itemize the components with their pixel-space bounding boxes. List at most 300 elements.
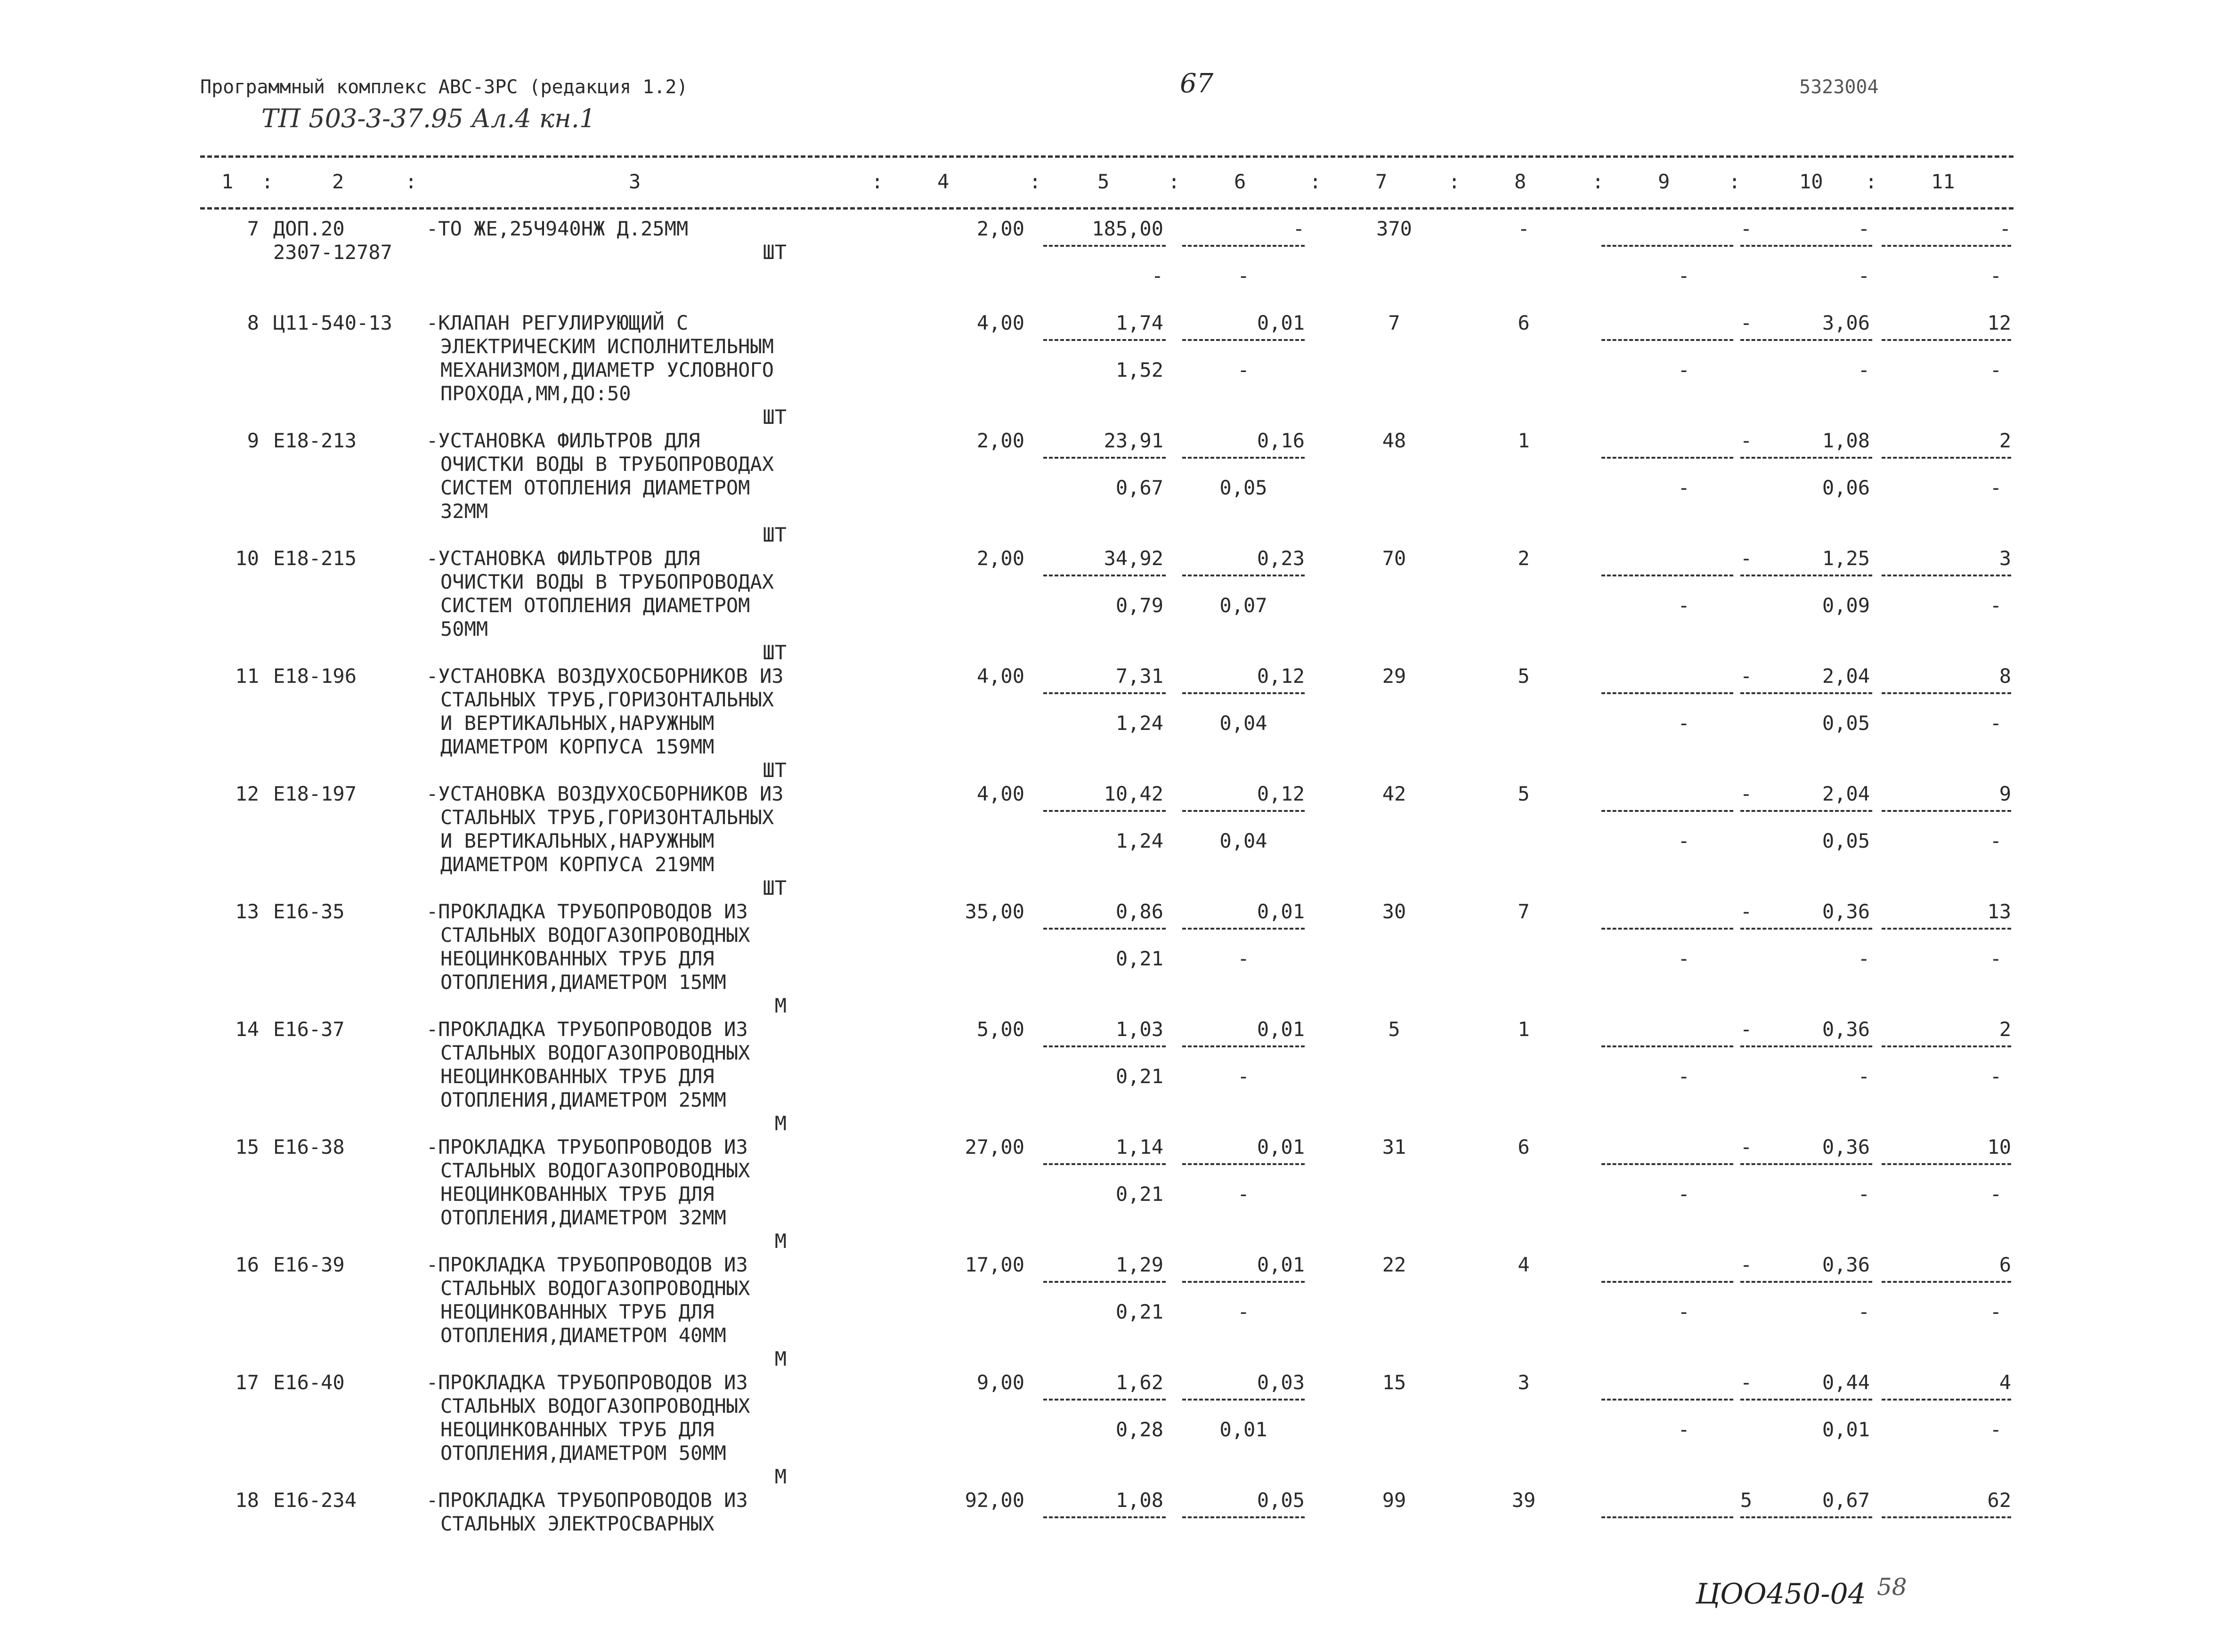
labor-per-unit: 1,08 [1822,429,1870,452]
unit-of-measure: ШТ [763,759,787,782]
column-header-8: 8 [1514,170,1527,193]
total-machines-wages: - [1678,264,1690,287]
unit-of-measure: ШТ [763,641,787,664]
quantity: 35,00 [965,900,1024,923]
unit-cost-machines: 0,16 [1257,429,1305,452]
unit-cost-machines: 0,12 [1257,782,1305,805]
unit-cost-machines: 0,03 [1257,1371,1305,1394]
unit-cost-wages: 1,24 [1115,712,1163,735]
labor-machinists-per-unit: 0,01 [1822,1418,1870,1441]
unit-cost-machines-wages: 0,05 [1219,476,1267,499]
total-wages: 5 [1518,664,1530,688]
total-cost: 99 [1382,1489,1406,1512]
cell-divider [1740,928,1872,930]
work-description-line: ПРОХОДА,ММ,ДО:50 [440,382,631,405]
total-machines: - [1740,782,1752,805]
stamp-number: ЦОО450-04 [1696,1578,1866,1611]
row-number: 11 [235,664,259,688]
cell-divider [1182,928,1305,930]
row-number: 9 [247,429,259,452]
total-cost: 22 [1382,1253,1406,1276]
labor-machinists-total: - [1990,712,2002,735]
cell-divider [1043,339,1166,341]
total-cost: 29 [1382,664,1406,688]
price-code: Е18-197 [273,782,357,805]
total-cost: 370 [1376,217,1412,240]
column-header-11: 11 [1931,170,1955,193]
cell-divider [1882,810,2011,812]
cell-divider [1740,1516,1872,1518]
unit-cost-total: 1,29 [1115,1253,1163,1276]
header-bottom-rule [200,207,2014,210]
cell-divider [1182,692,1305,694]
unit-cost-total: 1,62 [1115,1371,1163,1394]
cell-divider [1182,1399,1305,1401]
total-wages: - [1518,217,1530,240]
work-description-line: НЕОЦИНКОВАННЫХ ТРУБ ДЛЯ [440,1300,715,1323]
unit-cost-wages: 1,24 [1115,829,1163,852]
total-machines: - [1740,547,1752,570]
column-separator: : [1168,170,1180,193]
cell-divider [1043,1163,1166,1165]
labor-total: 9 [1999,782,2011,805]
cell-divider [1043,928,1166,930]
unit-of-measure: ШТ [763,523,787,546]
total-machines: - [1740,311,1752,334]
unit-cost-total: 0,86 [1115,900,1163,923]
work-description-line: НЕОЦИНКОВАННЫХ ТРУБ ДЛЯ [440,1065,715,1088]
row-number: 7 [247,217,259,240]
cell-divider [1601,245,1733,247]
work-description-line: -ПРОКЛАДКА ТРУБОПРОВОДОВ ИЗ [426,1253,748,1276]
work-description-line: -ПРОКЛАДКА ТРУБОПРОВОДОВ ИЗ [426,900,748,923]
price-code: Е16-40 [273,1371,345,1394]
work-description-line: И ВЕРТИКАЛЬНЫХ,НАРУЖНЫМ [440,829,715,852]
total-wages: 1 [1518,1018,1530,1041]
cell-divider [1740,575,1872,576]
quantity: 4,00 [976,782,1024,805]
cell-divider [1740,1163,1872,1165]
labor-per-unit: 0,36 [1822,1018,1870,1041]
total-machines-wages: - [1678,1418,1690,1441]
unit-of-measure: М [774,1347,787,1370]
column-separator: : [1448,170,1461,193]
row-number: 16 [235,1253,259,1276]
quantity: 17,00 [965,1253,1024,1276]
unit-cost-wages: 0,67 [1115,476,1163,499]
cell-divider [1601,1281,1733,1283]
work-description-line: СТАЛЬНЫХ ЭЛЕКТРОСВАРНЫХ [440,1512,715,1535]
total-cost: 7 [1388,311,1400,334]
work-description-line: ЭЛЕКТРИЧЕСКИМ ИСПОЛНИТЕЛЬНЫМ [440,335,774,358]
work-description-line: НЕОЦИНКОВАННЫХ ТРУБ ДЛЯ [440,947,715,970]
labor-machinists-per-unit: 0,06 [1822,476,1870,499]
unit-of-measure: ШТ [763,876,787,899]
cell-divider [1182,810,1305,812]
price-code: Е18-213 [273,429,357,452]
total-wages: 7 [1518,900,1530,923]
labor-total: 13 [1987,900,2011,923]
cell-divider [1043,457,1166,459]
total-machines-wages: - [1678,476,1690,499]
labor-machinists-per-unit: 0,05 [1822,712,1870,735]
total-wages: 1 [1518,429,1530,452]
column-separator: : [1865,170,1877,193]
cell-divider [1601,692,1733,694]
work-description-line: ОТОПЛЕНИЯ,ДИАМЕТРОМ 32ММ [440,1206,726,1229]
unit-cost-machines-wages: - [1237,358,1250,381]
cell-divider [1882,1516,2011,1518]
price-code-secondary: 2307-12787 [273,241,392,264]
total-machines-wages: - [1678,1065,1690,1088]
unit-cost-machines: 0,01 [1257,900,1305,923]
labor-machinists-total: - [1990,358,2002,381]
unit-of-measure: М [774,1465,787,1488]
column-separator: : [1309,170,1322,193]
work-description-line: СТАЛЬНЫХ ВОДОГАЗОПРОВОДНЫХ [440,1277,750,1300]
cell-divider [1740,810,1872,812]
unit-cost-wages: 0,21 [1115,947,1163,970]
labor-machinists-per-unit: - [1858,1065,1870,1088]
cell-divider [1740,457,1872,459]
unit-cost-total: 34,92 [1104,547,1163,570]
cell-divider [1182,1163,1305,1165]
unit-cost-wages: 0,79 [1115,594,1163,617]
cell-divider [1182,575,1305,576]
quantity: 2,00 [976,217,1024,240]
labor-machinists-total: - [1990,829,2002,852]
total-machines-wages: - [1678,712,1690,735]
labor-per-unit: 0,44 [1822,1371,1870,1394]
cell-divider [1043,810,1166,812]
cell-divider [1882,457,2011,459]
total-cost: 15 [1382,1371,1406,1394]
unit-cost-machines: 0,12 [1257,664,1305,688]
price-code: Е16-37 [273,1018,345,1041]
row-number: 14 [235,1018,259,1041]
labor-machinists-total: - [1990,1418,2002,1441]
quantity: 5,00 [976,1018,1024,1041]
labor-per-unit: 3,06 [1822,311,1870,334]
total-cost: 48 [1382,429,1406,452]
row-number: 18 [235,1489,259,1512]
work-description-line: НЕОЦИНКОВАННЫХ ТРУБ ДЛЯ [440,1182,715,1206]
work-description-line: -ПРОКЛАДКА ТРУБОПРОВОДОВ ИЗ [426,1135,748,1158]
total-wages: 5 [1518,782,1530,805]
cell-divider [1601,457,1733,459]
column-header-1: 1 [221,170,234,193]
quantity: 4,00 [976,311,1024,334]
cell-divider [1043,1045,1166,1047]
unit-of-measure: ШТ [763,405,787,429]
cell-divider [1601,1163,1733,1165]
column-header-10: 10 [1799,170,1823,193]
column-header-5: 5 [1097,170,1110,193]
work-description-line: -ПРОКЛАДКА ТРУБОПРОВОДОВ ИЗ [426,1371,748,1394]
unit-cost-machines: 0,01 [1257,311,1305,334]
column-separator: : [1729,170,1741,193]
unit-of-measure: М [774,994,787,1017]
cell-divider [1740,339,1872,341]
cell-divider [1601,1399,1733,1401]
unit-cost-total: 1,14 [1115,1135,1163,1158]
total-wages: 3 [1518,1371,1530,1394]
unit-cost-total: 23,91 [1104,429,1163,452]
unit-cost-machines: 0,23 [1257,547,1305,570]
unit-of-measure: М [774,1230,787,1253]
work-description-line: ОТОПЛЕНИЯ,ДИАМЕТРОМ 50ММ [440,1441,726,1465]
unit-cost-total: 7,31 [1115,664,1163,688]
page-mark: 67 [1180,68,1214,99]
row-number: 17 [235,1371,259,1394]
work-description-line: И ВЕРТИКАЛЬНЫХ,НАРУЖНЫМ [440,712,715,735]
unit-cost-machines-wages: - [1237,947,1250,970]
price-code: Е16-39 [273,1253,345,1276]
total-cost: 42 [1382,782,1406,805]
total-cost: 70 [1382,547,1406,570]
cell-divider [1182,1045,1305,1047]
column-header-6: 6 [1234,170,1246,193]
unit-cost-machines-wages: - [1237,264,1250,287]
cell-divider [1740,1045,1872,1047]
column-header-3: 3 [629,170,641,193]
row-number: 13 [235,900,259,923]
column-header-4: 4 [937,170,950,193]
total-machines: 5 [1740,1489,1752,1512]
total-wages: 6 [1518,1135,1530,1158]
column-separator: : [1029,170,1041,193]
unit-cost-total: 1,08 [1115,1489,1163,1512]
unit-cost-wages: 1,52 [1115,358,1163,381]
total-machines: - [1740,217,1752,240]
work-description-line: СТАЛЬНЫХ ВОДОГАЗОПРОВОДНЫХ [440,1394,750,1417]
work-description-line: ДИАМЕТРОМ КОРПУСА 159ММ [440,735,715,758]
column-separator: : [405,170,417,193]
work-description-line: -УСТАНОВКА ВОЗДУХОСБОРНИКОВ ИЗ [426,664,784,688]
column-header-9: 9 [1658,170,1670,193]
cell-divider [1182,1281,1305,1283]
unit-cost-machines-wages: - [1237,1065,1250,1088]
labor-total: 62 [1987,1489,2011,1512]
total-wages: 6 [1518,311,1530,334]
unit-cost-machines-wages: - [1237,1182,1250,1206]
handwritten-reference: ТП 503-3-37.95 Ал.4 кн.1 [261,104,596,133]
work-description-line: 50ММ [440,617,488,640]
labor-machinists-total: - [1990,264,2002,287]
unit-cost-machines-wages: 0,04 [1219,829,1267,852]
unit-cost-wages: 0,21 [1115,1065,1163,1088]
cell-divider [1601,575,1733,576]
labor-per-unit: 2,04 [1822,664,1870,688]
cell-divider [1882,1399,2011,1401]
labor-machinists-total: - [1990,594,2002,617]
labor-per-unit: 0,67 [1822,1489,1870,1512]
work-description-line: СИСТЕМ ОТОПЛЕНИЯ ДИАМЕТРОМ [440,476,750,499]
cell-divider [1182,1516,1305,1518]
total-machines: - [1740,1018,1752,1041]
cell-divider [1882,339,2011,341]
header-top-rule [200,155,2014,158]
quantity: 4,00 [976,664,1024,688]
work-description-line: ОТОПЛЕНИЯ,ДИАМЕТРОМ 40ММ [440,1324,726,1347]
work-description-line: -ПРОКЛАДКА ТРУБОПРОВОДОВ ИЗ [426,1489,748,1512]
work-description-line: -УСТАНОВКА ФИЛЬТРОВ ДЛЯ [426,547,700,570]
unit-cost-wages: 0,21 [1115,1300,1163,1323]
total-cost: 5 [1388,1018,1400,1041]
unit-cost-wages: 0,21 [1115,1182,1163,1206]
total-machines: - [1740,664,1752,688]
unit-cost-total: 1,03 [1115,1018,1163,1041]
unit-cost-machines-wages: 0,07 [1219,594,1267,617]
unit-cost-total: 185,00 [1092,217,1163,240]
unit-cost-machines: 0,05 [1257,1489,1305,1512]
labor-machinists-total: - [1990,1065,2002,1088]
cell-divider [1740,1281,1872,1283]
price-code: Е16-38 [273,1135,345,1158]
total-wages: 2 [1518,547,1530,570]
unit-cost-wages: - [1151,264,1163,287]
labor-total: 3 [1999,547,2011,570]
unit-cost-machines-wages: 0,01 [1219,1418,1267,1441]
unit-cost-machines-wages: - [1237,1300,1250,1323]
cell-divider [1601,1045,1733,1047]
unit-cost-machines: 0,01 [1257,1018,1305,1041]
labor-total: 2 [1999,1018,2011,1041]
total-cost: 30 [1382,900,1406,923]
total-machines-wages: - [1678,829,1690,852]
labor-total: - [1999,217,2011,240]
work-description-line: ОТОПЛЕНИЯ,ДИАМЕТРОМ 15ММ [440,971,726,994]
work-description-line: СТАЛЬНЫХ ТРУБ,ГОРИЗОНТАЛЬНЫХ [440,688,774,711]
cell-divider [1740,245,1872,247]
cell-divider [1882,575,2011,576]
labor-machinists-total: - [1990,1182,2002,1206]
labor-machinists-per-unit: 0,09 [1822,594,1870,617]
total-machines: - [1740,429,1752,452]
price-code: Е16-234 [273,1489,357,1512]
total-machines-wages: - [1678,358,1690,381]
total-machines-wages: - [1678,594,1690,617]
total-cost: 31 [1382,1135,1406,1158]
unit-of-measure: М [774,1112,787,1135]
work-description-line: СТАЛЬНЫХ ВОДОГАЗОПРОВОДНЫХ [440,1159,750,1182]
page-number: 58 [1877,1573,1907,1601]
column-header-2: 2 [332,170,344,193]
price-code: Е16-35 [273,900,345,923]
unit-cost-machines: - [1292,217,1305,240]
labor-machinists-per-unit: 0,05 [1822,829,1870,852]
work-description-line: -УСТАНОВКА ВОЗДУХОСБОРНИКОВ ИЗ [426,782,784,805]
cell-divider [1882,1281,2011,1283]
cell-divider [1882,1045,2011,1047]
labor-per-unit: 0,36 [1822,1253,1870,1276]
total-machines: - [1740,1135,1752,1158]
quantity: 2,00 [976,547,1024,570]
total-wages: 39 [1511,1489,1536,1512]
cell-divider [1182,339,1305,341]
labor-total: 8 [1999,664,2011,688]
cell-divider [1043,1399,1166,1401]
labor-machinists-total: - [1990,1300,2002,1323]
cell-divider [1043,1281,1166,1283]
row-number: 10 [235,547,259,570]
work-description-line: -ПРОКЛАДКА ТРУБОПРОВОДОВ ИЗ [426,1018,748,1041]
labor-machinists-per-unit: - [1858,264,1870,287]
document-code: 5323004 [1799,76,1879,98]
program-title: Программный комплекс АВС-ЗРС (редакция 1.2) [200,76,688,98]
quantity: 9,00 [976,1371,1024,1394]
cell-divider [1043,575,1166,576]
work-description-line: ОЧИСТКИ ВОДЫ В ТРУБОПРОВОДАХ [440,453,774,476]
total-machines-wages: - [1678,1300,1690,1323]
labor-total: 12 [1987,311,2011,334]
labor-machinists-per-unit: - [1858,1300,1870,1323]
price-code: Е18-196 [273,664,357,688]
unit-cost-machines-wages: 0,04 [1219,712,1267,735]
work-description-line: СИСТЕМ ОТОПЛЕНИЯ ДИАМЕТРОМ [440,594,750,617]
cell-divider [1740,1399,1872,1401]
quantity: 92,00 [965,1489,1024,1512]
unit-cost-total: 10,42 [1104,782,1163,805]
quantity: 27,00 [965,1135,1024,1158]
cell-divider [1740,692,1872,694]
work-description-line: 32ММ [440,500,488,523]
work-description-line: СТАЛЬНЫХ ТРУБ,ГОРИЗОНТАЛЬНЫХ [440,806,774,829]
total-machines-wages: - [1678,947,1690,970]
labor-per-unit: - [1858,217,1870,240]
column-header-7: 7 [1375,170,1388,193]
column-separator: : [261,170,274,193]
labor-per-unit: 2,04 [1822,782,1870,805]
work-description-line: НЕОЦИНКОВАННЫХ ТРУБ ДЛЯ [440,1418,715,1441]
labor-machinists-per-unit: - [1858,1182,1870,1206]
row-number: 12 [235,782,259,805]
unit-cost-machines: 0,01 [1257,1135,1305,1158]
cell-divider [1882,928,2011,930]
labor-machinists-per-unit: - [1858,947,1870,970]
work-description-line: ОЧИСТКИ ВОДЫ В ТРУБОПРОВОДАХ [440,570,774,593]
price-code: Е18-215 [273,547,357,570]
labor-machinists-total: - [1990,947,2002,970]
labor-total: 2 [1999,429,2011,452]
row-number: 8 [247,311,259,334]
cell-divider [1182,457,1305,459]
cell-divider [1882,245,2011,247]
total-machines: - [1740,1371,1752,1394]
labor-total: 10 [1987,1135,2011,1158]
cell-divider [1043,1516,1166,1518]
price-code: ДОП.20 [273,217,345,240]
labor-per-unit: 0,36 [1822,1135,1870,1158]
cell-divider [1043,245,1166,247]
cell-divider [1601,810,1733,812]
column-separator: : [1592,170,1604,193]
quantity: 2,00 [976,429,1024,452]
column-separator: : [871,170,884,193]
work-description-line: СТАЛЬНЫХ ВОДОГАЗОПРОВОДНЫХ [440,1041,750,1064]
total-machines-wages: - [1678,1182,1690,1206]
labor-machinists-total: - [1990,476,2002,499]
work-description-line: ОТОПЛЕНИЯ,ДИАМЕТРОМ 25ММ [440,1088,726,1111]
price-code: Ц11-540-13 [273,311,392,334]
unit-of-measure: ШТ [763,241,787,264]
row-number: 15 [235,1135,259,1158]
cell-divider [1182,245,1305,247]
cell-divider [1043,692,1166,694]
labor-machinists-per-unit: - [1858,358,1870,381]
work-description-line: ДИАМЕТРОМ КОРПУСА 219ММ [440,853,715,876]
labor-total: 4 [1999,1371,2011,1394]
